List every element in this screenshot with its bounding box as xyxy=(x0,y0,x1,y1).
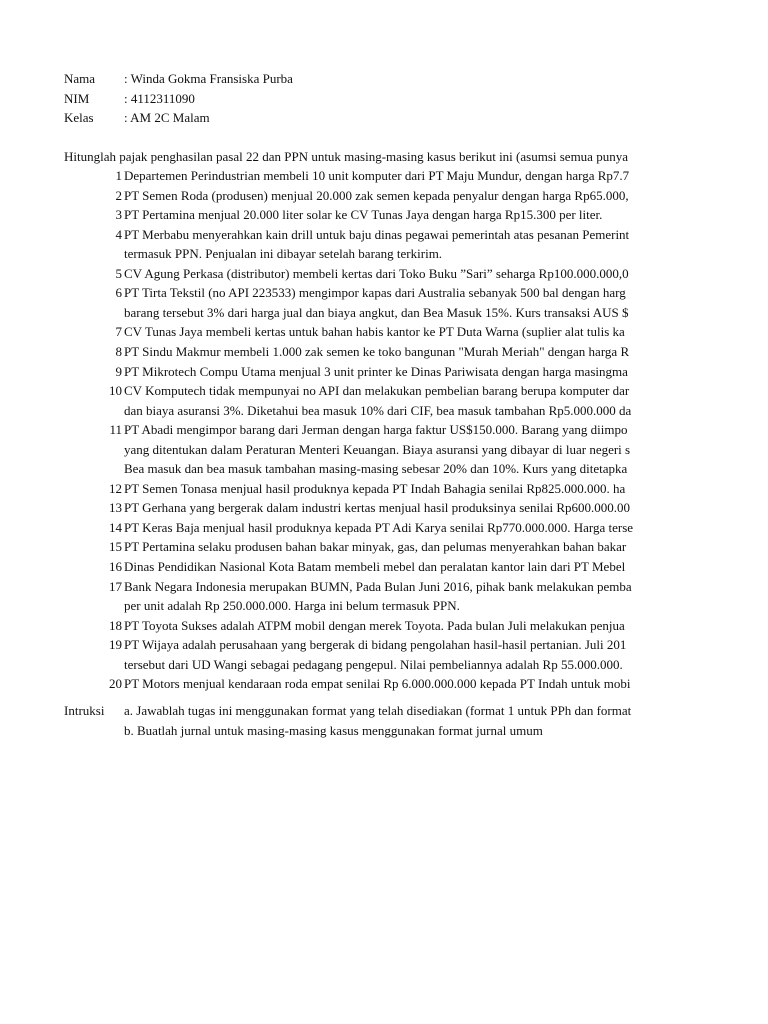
case-text: PT Pertamina selaku produsen bahan bakar minyak, gas, dan pelumas menyerahkan bahan bakar xyxy=(124,539,627,555)
case-text: CV Agung Perkasa (distributor) membeli kertas dari Toko Buku ”Sari” seharga Rp100.000.000,0 xyxy=(124,265,629,281)
case-number: 17 xyxy=(109,578,122,594)
kelas-value: : AM 2C Malam xyxy=(124,110,210,125)
case-number: 7 xyxy=(115,324,122,340)
case-number: 1 xyxy=(115,168,122,183)
case-text: Dinas Pendidikan Nasional Kota Batam membeli mebel dan peralatan kantor lain dari PT Mebel xyxy=(124,559,626,574)
case-number: 10 xyxy=(109,383,122,399)
case-number: 18 xyxy=(109,617,122,633)
case-number: 9 xyxy=(115,363,122,379)
case-number: 20 xyxy=(109,676,122,692)
nim-label: NIM xyxy=(64,91,90,106)
case-number: 12 xyxy=(109,480,122,496)
case-number: 5 xyxy=(115,265,122,281)
case-number: 15 xyxy=(109,539,122,555)
case-text: PT Tirta Tekstil (no API 223533) mengimpor kapas dari Australia sebanyak 500 bal dengan harg xyxy=(124,285,626,301)
case-text: PT Keras Baja menjual hasil produknya kepada PT Adi Karya senilai Rp770.000.000. Harga terse xyxy=(124,519,634,535)
instruksi-a: a. Jawablah tugas ini menggunakan format yang telah disediakan (format 1 untuk PPh dan format xyxy=(124,703,632,718)
case-text-continued: barang tersebut 3% dari harga jual dan biaya angkut, dan Bea Masuk 15%. Kurs transaksi AUS $ xyxy=(124,304,629,320)
nama-value: : Winda Gokma Fransiska Purba xyxy=(124,71,293,86)
nim-value: : 4112311090 xyxy=(124,91,195,106)
case-number: 14 xyxy=(109,519,122,535)
case-text: PT Wijaya adalah perusahaan yang bergerak di bidang pengolahan hasil-hasil pertanian. Juli 201 xyxy=(124,637,627,653)
case-text-continued: tersebut dari UD Wangi sebagai pedagang pengepul. Nilai pembeliannya adalah Rp 55.000.000. xyxy=(124,656,623,672)
case-text: PT Toyota Sukses adalah ATPM mobil dengan merek Toyota. Pada bulan Juli melakukan penjua xyxy=(124,617,625,633)
case-number: 4 xyxy=(115,226,122,242)
case-text: PT Semen Tonasa menjual hasil produknya kepada PT Indah Bahagia senilai Rp825.000.000. ha xyxy=(124,480,626,496)
case-text: PT Semen Roda (produsen) menjual 20.000 zak semen kepada penyalur dengan harga Rp65.000, xyxy=(124,187,629,203)
intro-text: Hitunglah pajak penghasilan pasal 22 dan PPN untuk masing-masing kasus berikut ini (asumsi semua punya xyxy=(64,149,628,164)
case-number: 16 xyxy=(109,559,122,574)
case-text: Bank Negara Indonesia merupakan BUMN, Pada Bulan Juni 2016, pihak bank melakukan pemba xyxy=(124,578,632,594)
case-number: 8 xyxy=(115,343,122,359)
case-number: 13 xyxy=(109,500,122,516)
case-text: PT Motors menjual kendaraan roda empat senilai Rp 6.000.000.000 kepada PT Indah untuk mobi xyxy=(124,676,631,692)
kelas-label: Kelas xyxy=(64,110,94,125)
case-text: PT Merbabu menyerahkan kain drill untuk baju dinas pegawai pemerintah atas pesanan Pemerint xyxy=(124,226,630,242)
instruksi-b: b. Buatlah jurnal untuk masing-masing kasus menggunakan format jurnal umum xyxy=(124,723,543,738)
case-text-continued: termasuk PPN. Penjualan ini dibayar setelah barang terkirim. xyxy=(124,246,443,262)
case-number: 19 xyxy=(109,637,122,653)
case-number: 6 xyxy=(115,285,122,301)
case-text-continued: yang ditentukan dalam Peraturan Menteri Keuangan. Biaya asuransi yang dibayar di luar negeri s xyxy=(124,441,631,457)
case-text: PT Gerhana yang bergerak dalam industri kertas menjual hasil produksinya senilai Rp600.000.00 xyxy=(124,500,631,516)
case-text: PT Sindu Makmur membeli 1.000 zak semen ke toko bangunan "Murah Meriah" dengan harga R xyxy=(124,343,630,359)
nama-label: Nama xyxy=(64,71,96,86)
case-text: Departemen Perindustrian membeli 10 unit komputer dari PT Maju Mundur, dengan harga Rp7.7 xyxy=(124,168,630,183)
case-text-continued: per unit adalah Rp 250.000.000. Harga ini belum termasuk PPN. xyxy=(124,598,460,614)
case-text: CV Tunas Jaya membeli kertas untuk bahan habis kantor ke PT Duta Warna (suplier alat tulis ka xyxy=(124,324,625,340)
case-number: 11 xyxy=(109,422,122,438)
case-number: 3 xyxy=(115,207,122,223)
instruksi-label: Intruksi xyxy=(64,703,105,718)
case-number: 2 xyxy=(115,187,122,203)
case-text: CV Komputech tidak mempunyai no API dan melakukan pembelian barang berupa komputer dar xyxy=(124,383,630,399)
case-text: PT Abadi mengimpor barang dari Jerman dengan harga faktur US$150.000. Barang yang diimpo xyxy=(124,422,628,438)
case-text: PT Pertamina menjual 20.000 liter solar ke CV Tunas Jaya dengan harga Rp15.300 per liter. xyxy=(124,207,603,223)
case-text: PT Mikrotech Compu Utama menjual 3 unit printer ke Dinas Pariwisata dengan harga masingma xyxy=(124,363,628,379)
case-text-continued: dan biaya asuransi 3%. Diketahui bea masuk 10% dari CIF, bea masuk tambahan Rp5.000.000 da xyxy=(124,402,632,418)
case-text-continued: Bea masuk dan bea masuk tambahan masing-masing sebesar 20% dan 10%. Kurs yang ditetapka xyxy=(124,461,628,477)
